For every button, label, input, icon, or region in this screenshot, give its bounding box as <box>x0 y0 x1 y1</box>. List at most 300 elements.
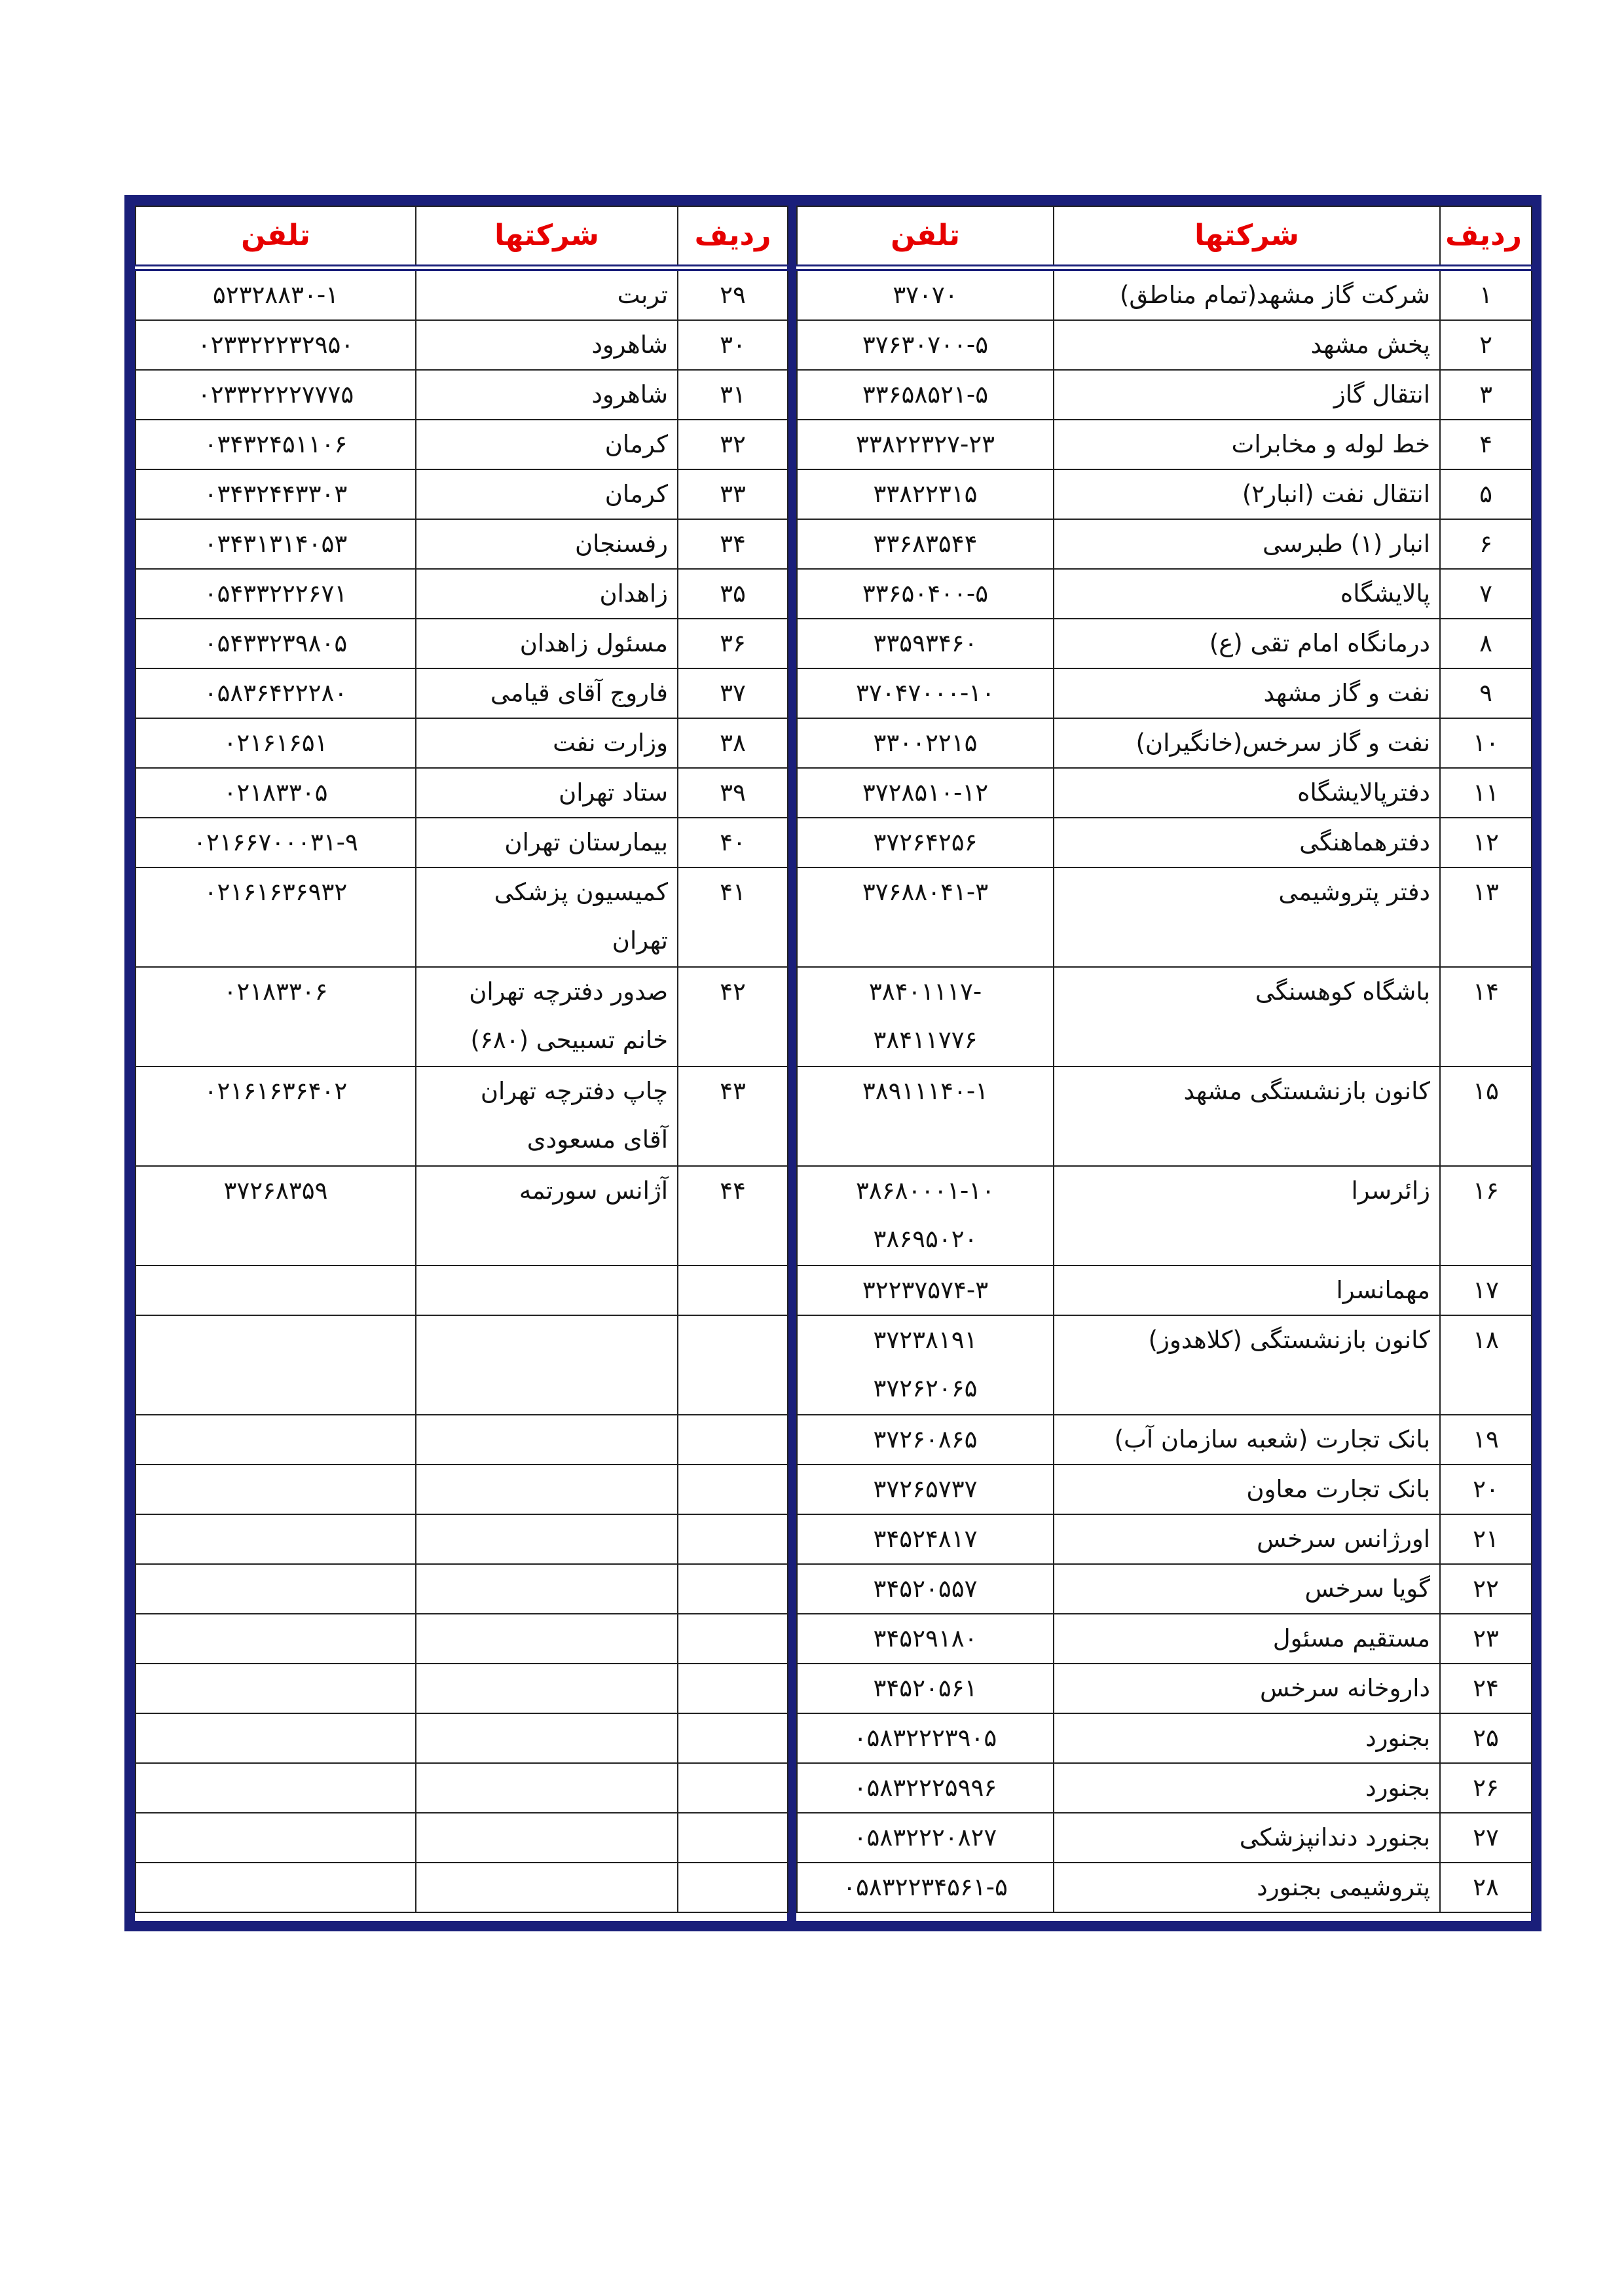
company-name <box>1054 519 1440 569</box>
company-name <box>1054 268 1440 320</box>
phone-number-line: ۰۵۸۳۶۴۲۲۲۸۰ <box>204 679 348 707</box>
company-name <box>1054 1664 1440 1713</box>
phone-number <box>136 1166 416 1266</box>
company-name <box>1054 867 1440 967</box>
directory-table-right <box>794 203 1534 1923</box>
phone-number <box>136 867 416 967</box>
phone-number-line: ۳۷۲۸۵۱۰-۱۲ <box>862 778 989 807</box>
company-name <box>1054 619 1440 668</box>
table-row <box>797 320 1532 370</box>
row-number: ۳۸ <box>678 718 788 768</box>
row-number: ۳۵ <box>678 569 788 619</box>
row-number: ۳ <box>1440 370 1532 420</box>
phone-number <box>136 1664 416 1713</box>
table-row <box>136 1863 788 1912</box>
company-name-line: زائرسرا <box>1351 1176 1430 1205</box>
company-name <box>1054 1713 1440 1763</box>
row-number: ۲۱ <box>1440 1514 1532 1564</box>
row-number: ۱۶ <box>1440 1166 1532 1266</box>
phone-number-line: ۰۵۸۳۲۲۲۵۹۹۶ <box>853 1774 997 1802</box>
table-row <box>136 1813 788 1863</box>
row-number: ۱۳ <box>1440 867 1532 967</box>
company-name-line: ستاد تهران <box>559 778 668 807</box>
row-number: ۳۱ <box>678 370 788 420</box>
phone-number <box>136 1863 416 1912</box>
table-row <box>797 768 1532 818</box>
company-name <box>1054 1614 1440 1664</box>
company-name <box>1054 1315 1440 1415</box>
company-name <box>416 320 678 370</box>
company-name-line: پخش مشهد <box>1310 331 1430 359</box>
phone-number-line: ۰۲۱۸۳۳۰۵ <box>223 778 328 807</box>
phone-number-line: ۳۷۶۳۰۷۰۰-۵ <box>862 331 989 359</box>
phone-number-line: ۰۵۸۳۲۲۲۳۹۰۵ <box>853 1724 997 1752</box>
phone-number <box>136 569 416 619</box>
table-row <box>136 268 788 320</box>
table-row <box>136 967 788 1066</box>
phone-number <box>797 1614 1054 1664</box>
header-row-number: ردیف <box>1440 206 1532 268</box>
row-number: ۲ <box>1440 320 1532 370</box>
company-name-line: باشگاه کوهسنگی <box>1255 977 1430 1006</box>
company-name <box>416 268 678 320</box>
company-name <box>416 519 678 569</box>
phone-number <box>797 1166 1054 1266</box>
phone-number <box>136 768 416 818</box>
table-row <box>136 619 788 668</box>
phone-number <box>136 320 416 370</box>
table-row <box>136 1664 788 1713</box>
row-number: ۴ <box>1440 420 1532 469</box>
company-name-line: نفت و گاز مشهد <box>1263 679 1430 707</box>
table-row <box>797 1763 1532 1813</box>
table-row <box>136 1614 788 1664</box>
company-name-line: خانم تسبیحی (۶۸۰) <box>470 1026 668 1054</box>
table-row <box>797 967 1532 1066</box>
row-number: ۴۲ <box>678 967 788 1066</box>
table-row <box>136 768 788 818</box>
phone-number <box>136 519 416 569</box>
company-name-line: صدور دفترچه تهران <box>469 977 668 1006</box>
phone-number <box>797 469 1054 519</box>
table-row <box>797 519 1532 569</box>
row-number: ۹ <box>1440 668 1532 718</box>
row-number: ۴۰ <box>678 818 788 867</box>
row-number: ۳۷ <box>678 668 788 718</box>
table-row <box>136 1465 788 1514</box>
table-row <box>797 268 1532 320</box>
phone-number <box>797 1713 1054 1763</box>
phone-number <box>136 967 416 1066</box>
company-name <box>1054 420 1440 469</box>
phone-number <box>797 569 1054 619</box>
company-name <box>1054 1415 1440 1465</box>
phone-number-line: ۳۴۵۲۹۱۸۰ <box>873 1624 978 1652</box>
company-name <box>416 1713 678 1763</box>
phone-number <box>136 619 416 668</box>
company-name <box>1054 1266 1440 1315</box>
company-name-line: کرمان <box>604 430 668 458</box>
phone-number <box>136 469 416 519</box>
company-name-line: دفتر پتروشیمی <box>1278 878 1430 906</box>
row-number <box>678 1863 788 1912</box>
table-row <box>136 1713 788 1763</box>
row-number: ۱۸ <box>1440 1315 1532 1415</box>
row-number: ۱۲ <box>1440 818 1532 867</box>
row-number: ۴۱ <box>678 867 788 967</box>
company-name-line: آژانس سورتمه <box>519 1176 668 1205</box>
table-body-left <box>136 268 788 1912</box>
phone-number-line: ۰۳۴۳۲۴۴۳۳۰۳ <box>204 480 348 508</box>
phone-number <box>797 867 1054 967</box>
company-name <box>416 967 678 1066</box>
company-name <box>1054 818 1440 867</box>
company-name <box>1054 1166 1440 1266</box>
table-row <box>136 519 788 569</box>
company-name-line: مستقیم مسئول <box>1272 1624 1430 1652</box>
company-name-line: چاپ دفترچه تهران <box>480 1077 668 1105</box>
table-row <box>136 1166 788 1266</box>
table-row <box>136 1066 788 1166</box>
phone-number <box>136 1614 416 1664</box>
company-name-line: اورژانس سرخس <box>1257 1525 1430 1553</box>
row-number: ۲۰ <box>1440 1465 1532 1514</box>
table-row <box>797 1166 1532 1266</box>
table-row <box>136 668 788 718</box>
phone-number-line: ۳۸۶۸۰۰۰۱-۱۰ <box>855 1176 995 1205</box>
row-number: ۲۹ <box>678 268 788 320</box>
company-name <box>1054 668 1440 718</box>
row-number: ۲۶ <box>1440 1763 1532 1813</box>
phone-number-line: ۰۵۴۳۳۲۲۲۶۷۱ <box>204 579 348 608</box>
row-number: ۱۷ <box>1440 1266 1532 1315</box>
table-row <box>797 370 1532 420</box>
phone-number-line: ۳۷۰۷۰ <box>893 281 958 309</box>
phone-number <box>136 1514 416 1564</box>
table-row <box>797 1315 1532 1415</box>
company-name-line: آقای مسعودی <box>526 1125 668 1154</box>
company-name <box>416 1166 678 1266</box>
phone-number <box>797 1813 1054 1863</box>
company-name <box>1054 469 1440 519</box>
phone-number <box>136 668 416 718</box>
company-name <box>416 420 678 469</box>
phone-number-line: ۰۵۸۳۲۲۲۰۸۲۷ <box>853 1823 997 1851</box>
table-body-right <box>797 268 1532 1912</box>
header-company: شرکتها <box>1054 206 1440 268</box>
phone-number <box>797 668 1054 718</box>
company-name-line: درمانگاه امام تقی (ع) <box>1209 629 1430 657</box>
table-row <box>136 469 788 519</box>
company-name <box>1054 1465 1440 1514</box>
company-name-line: انتقال گاز <box>1333 380 1430 409</box>
phone-number-line: ۰۳۴۳۱۳۱۴۰۵۳ <box>204 530 348 558</box>
company-name <box>416 1564 678 1614</box>
company-name-line: وزارت نفت <box>553 729 668 757</box>
company-name-line: شرکت گاز مشهد(تمام مناطق) <box>1119 281 1430 309</box>
table-row <box>797 818 1532 867</box>
row-number <box>678 1415 788 1465</box>
table-row <box>797 1614 1532 1664</box>
table-row <box>797 1465 1532 1514</box>
company-name-line: شاهرود <box>591 380 668 409</box>
phone-number <box>797 967 1054 1066</box>
table-row <box>136 1315 788 1415</box>
table-row <box>136 320 788 370</box>
company-name-line: بجنورد <box>1365 1774 1430 1802</box>
table-row <box>136 1415 788 1465</box>
phone-number <box>797 1664 1054 1713</box>
phone-directory-sheet <box>124 195 1541 1931</box>
row-number: ۵ <box>1440 469 1532 519</box>
phone-number-line: ۳۷۲۶۴۲۵۶ <box>873 828 978 856</box>
phone-number-line: ۳۷۲۶۵۷۳۷ <box>873 1475 978 1503</box>
phone-number-line: ۳۴۵۲۴۸۱۷ <box>873 1525 978 1553</box>
company-name-line: خط لوله و مخابرات <box>1231 430 1430 458</box>
phone-number <box>797 1066 1054 1166</box>
company-name-line: انبار (۱) طبرسی <box>1262 530 1430 558</box>
table-row <box>797 1664 1532 1713</box>
company-name <box>416 1066 678 1166</box>
phone-number-line: ۳۸۹۱۱۱۴۰-۱ <box>862 1077 989 1105</box>
phone-number <box>797 619 1054 668</box>
phone-number <box>136 1315 416 1415</box>
phone-number-line: -۳۸۴۰۱۱۱۷ <box>868 977 982 1006</box>
phone-number-line: ۰۲۱۶۱۶۳۶۹۳۲ <box>204 878 348 906</box>
table-row <box>797 469 1532 519</box>
phone-number <box>797 370 1054 420</box>
company-name-line: دفترهماهنگی <box>1299 828 1430 856</box>
row-number: ۱۴ <box>1440 967 1532 1066</box>
company-name <box>1054 768 1440 818</box>
phone-number <box>136 420 416 469</box>
phone-number <box>136 1266 416 1315</box>
company-name-line: کرمان <box>604 480 668 508</box>
row-number: ۲۴ <box>1440 1664 1532 1713</box>
table-row <box>797 1415 1532 1465</box>
table-row <box>136 1514 788 1564</box>
company-name <box>416 718 678 768</box>
company-name-line: زاهدان <box>599 579 668 608</box>
phone-number-line: ۰۲۱۸۳۳۰۶ <box>223 977 328 1006</box>
company-name <box>1054 569 1440 619</box>
phone-number-line: ۰۵۴۳۳۲۳۹۸۰۵ <box>204 629 348 657</box>
phone-number-line: ۳۷۲۶۰۸۶۵ <box>873 1425 978 1453</box>
table-row <box>797 1266 1532 1315</box>
table-left <box>135 206 788 1913</box>
phone-number-line: ۳۳۸۲۲۳۲۷-۲۳ <box>855 430 995 458</box>
phone-number-line: ۳۴۵۲۰۵۵۷ <box>873 1575 978 1603</box>
company-name-line: مسئول زاهدان <box>519 629 668 657</box>
company-name-line: رفسنجان <box>574 530 668 558</box>
phone-number-line: ۰۲۳۳۲۲۲۳۲۹۵۰ <box>197 331 354 359</box>
phone-number <box>797 1315 1054 1415</box>
phone-number <box>797 320 1054 370</box>
phone-number <box>797 1266 1054 1315</box>
company-name <box>416 1614 678 1664</box>
row-number: ۳۰ <box>678 320 788 370</box>
table-row <box>136 1564 788 1614</box>
header-row-right <box>797 206 1532 268</box>
phone-number <box>136 718 416 768</box>
company-name <box>416 370 678 420</box>
row-number: ۳۴ <box>678 519 788 569</box>
phone-number-line: ۰۲۳۳۲۲۲۲۷۷۷۵ <box>197 380 354 409</box>
phone-number-line: ۳۴۵۲۰۵۶۱ <box>873 1674 978 1702</box>
phone-number-line: ۳۳۶۵۰۴۰۰-۵ <box>862 579 989 608</box>
row-number <box>678 1514 788 1564</box>
phone-number-line: ۳۲۲۳۷۵۷۴-۳ <box>862 1276 989 1304</box>
company-name <box>1054 320 1440 370</box>
row-number <box>678 1763 788 1813</box>
row-number: ۸ <box>1440 619 1532 668</box>
company-name <box>416 867 678 967</box>
company-name <box>1054 718 1440 768</box>
company-name <box>416 768 678 818</box>
row-number: ۷ <box>1440 569 1532 619</box>
phone-number-line: ۳۷۲۶۸۳۵۹ <box>223 1176 328 1205</box>
table-row <box>797 1863 1532 1912</box>
phone-number <box>797 420 1054 469</box>
row-number <box>678 1664 788 1713</box>
company-name-line: تهران <box>612 926 668 955</box>
company-name-line: مهمانسرا <box>1336 1276 1430 1304</box>
company-name <box>416 668 678 718</box>
row-number: ۶ <box>1440 519 1532 569</box>
company-name-line: نفت و گاز سرخس(خانگیران) <box>1135 729 1430 757</box>
row-number: ۳۳ <box>678 469 788 519</box>
row-number <box>678 1465 788 1514</box>
phone-number-line: ۰۳۴۳۲۴۵۱۱۰۶ <box>204 430 348 458</box>
table-row <box>136 569 788 619</box>
company-name-line: کانون بازنشستگی مشهد <box>1183 1077 1430 1105</box>
company-name <box>416 1664 678 1713</box>
row-number: ۳۹ <box>678 768 788 818</box>
phone-number-line: ۳۷۶۸۸۰۴۱-۳ <box>862 878 989 906</box>
table-row <box>136 718 788 768</box>
row-number: ۴۳ <box>678 1066 788 1166</box>
header-company: شرکتها <box>416 206 678 268</box>
row-number <box>678 1813 788 1863</box>
phone-number-line: ۰۲۱۶۶۷۰۰۰۳۱-۹ <box>193 828 358 856</box>
phone-number <box>797 1763 1054 1813</box>
phone-number <box>136 1564 416 1614</box>
company-name-line: بیمارستان تهران <box>504 828 668 856</box>
company-name-line: گویا سرخس <box>1304 1575 1430 1603</box>
company-name-line: داروخانه سرخس <box>1260 1674 1430 1702</box>
directory-table-left <box>132 203 790 1923</box>
table-row <box>797 1813 1532 1863</box>
table-row <box>797 1564 1532 1614</box>
phone-number <box>136 1813 416 1863</box>
company-name-line: دفترپالایشگاه <box>1297 778 1430 807</box>
company-name <box>416 1266 678 1315</box>
company-name <box>416 1763 678 1813</box>
company-name <box>416 818 678 867</box>
table-row <box>797 718 1532 768</box>
phone-number <box>136 1066 416 1166</box>
table-row <box>136 420 788 469</box>
row-number <box>678 1564 788 1614</box>
company-name-line: بانک تجارت (شعبه سازمان آب) <box>1114 1425 1430 1453</box>
company-name <box>416 569 678 619</box>
company-name <box>1054 1813 1440 1863</box>
phone-number <box>136 370 416 420</box>
company-name-line: بجنورد <box>1365 1724 1430 1752</box>
company-name <box>1054 370 1440 420</box>
phone-number <box>136 268 416 320</box>
row-number <box>678 1266 788 1315</box>
phone-number <box>136 1415 416 1465</box>
company-name <box>1054 1763 1440 1813</box>
header-phone: تلفن <box>797 206 1054 268</box>
table-row <box>136 867 788 967</box>
phone-number-line: ۳۸۴۱۱۷۷۶ <box>873 1026 978 1054</box>
company-name-line: تربت <box>617 281 668 309</box>
company-name <box>416 1514 678 1564</box>
phone-number <box>797 818 1054 867</box>
company-name <box>416 1315 678 1415</box>
phone-number <box>797 1564 1054 1614</box>
company-name <box>1054 1066 1440 1166</box>
row-number: ۳۲ <box>678 420 788 469</box>
company-name <box>416 1863 678 1912</box>
table-row <box>797 1514 1532 1564</box>
table-row <box>797 619 1532 668</box>
phone-number <box>136 1713 416 1763</box>
phone-number <box>797 718 1054 768</box>
table-row <box>136 1763 788 1813</box>
phone-number-line: ۳۸۶۹۵۰۲۰ <box>873 1225 978 1253</box>
company-name <box>416 619 678 668</box>
phone-number <box>797 768 1054 818</box>
company-name <box>416 1415 678 1465</box>
phone-number <box>136 818 416 867</box>
company-name-line: بانک تجارت معاون <box>1246 1475 1430 1503</box>
phone-number-line: ۳۷۲۳۸۱۹۱ <box>873 1326 978 1354</box>
company-name <box>1054 1514 1440 1564</box>
header-row-left <box>136 206 788 268</box>
company-name-line: انتقال نفت (انبار۲) <box>1242 480 1430 508</box>
phone-number <box>136 1465 416 1514</box>
company-name <box>1054 1863 1440 1912</box>
row-number: ۲۷ <box>1440 1813 1532 1863</box>
table-row <box>797 1713 1532 1763</box>
phone-number-line: ۳۳۶۸۳۵۴۴ <box>873 530 978 558</box>
table-row <box>136 1266 788 1315</box>
row-number: ۴۴ <box>678 1166 788 1266</box>
row-number: ۱۹ <box>1440 1415 1532 1465</box>
phone-number <box>797 268 1054 320</box>
row-number: ۳۶ <box>678 619 788 668</box>
phone-number-line: ۳۷۰۴۷۰۰۰-۱۰ <box>855 679 995 707</box>
phone-number <box>797 1514 1054 1564</box>
phone-number <box>797 519 1054 569</box>
table-row <box>797 668 1532 718</box>
phone-number-line: ۳۳۵۹۳۴۶۰ <box>873 629 978 657</box>
header-phone: تلفن <box>136 206 416 268</box>
phone-number-line: ۰۲۱۶۱۶۵۱ <box>223 729 328 757</box>
company-name-line: کانون بازنشستگی (کلاهدوز) <box>1148 1326 1430 1354</box>
company-name-line: پتروشیمی بجنورد <box>1257 1873 1430 1901</box>
phone-number-line: ۳۳۸۲۲۳۱۵ <box>873 480 978 508</box>
company-name-line: شاهرود <box>591 331 668 359</box>
phone-number-line: ۰۲۱۶۱۶۳۶۴۰۲ <box>204 1077 348 1105</box>
row-number: ۱۱ <box>1440 768 1532 818</box>
phone-number <box>797 1863 1054 1912</box>
row-number <box>678 1614 788 1664</box>
row-number: ۲۵ <box>1440 1713 1532 1763</box>
